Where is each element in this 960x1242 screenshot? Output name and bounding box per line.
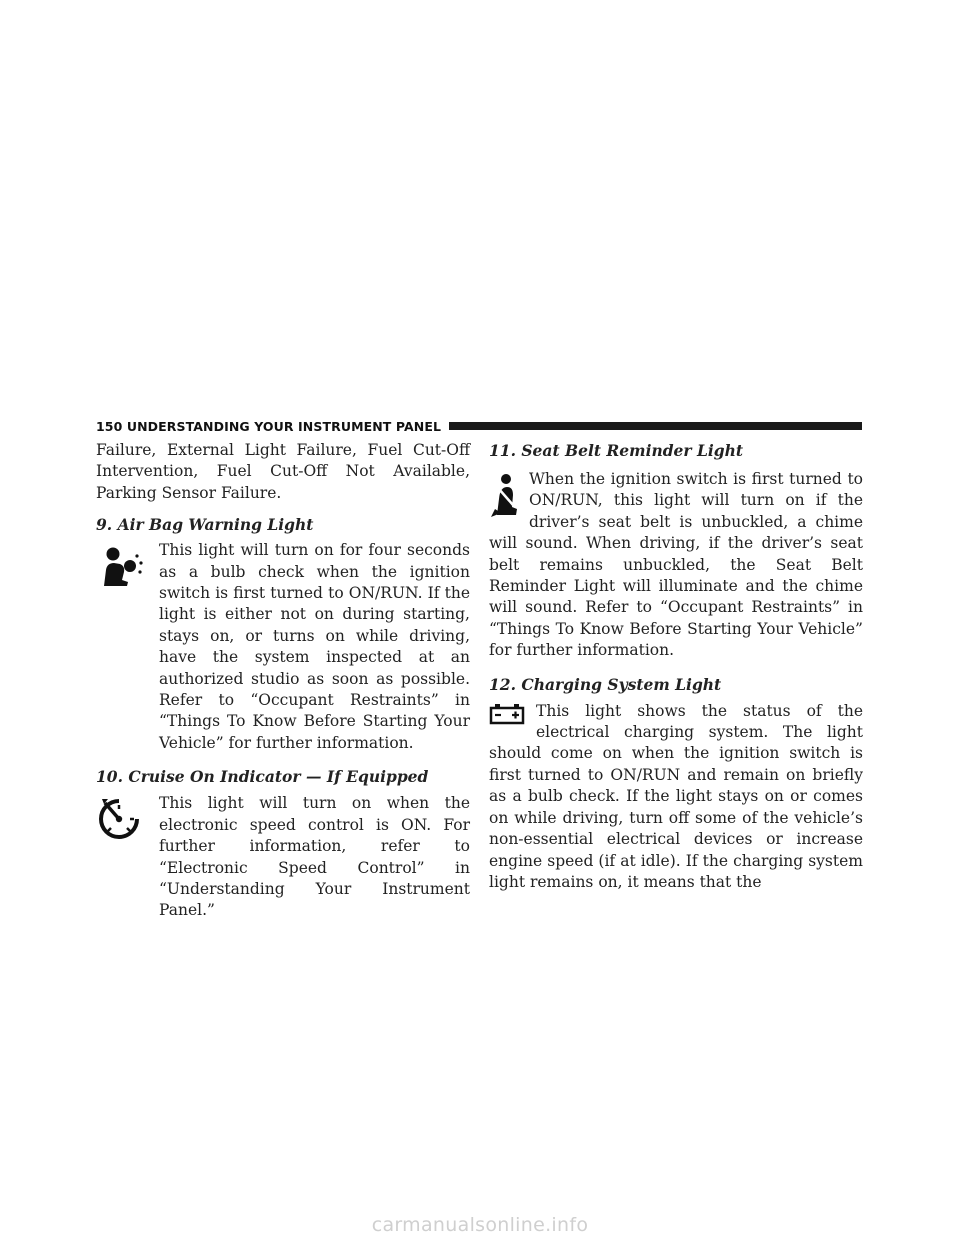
header-rule [449, 422, 862, 430]
cruise-heading: 10. Cruise On Indicator — If Equipped [96, 767, 429, 787]
seatbelt-text: When the ignition switch is first turned to ON/RUN, this light will turn on if the driver’s seat belt is unbuckled, a chime will sound. When driving, if the driver’s seat belt remains unbuckled, the Seat Belt Reminder Light will illuminate and the chime will sound. Refer to “Occupant Restraints” in “Things To Know Before Starting Your Vehicle” for further information. [489, 470, 863, 660]
airbag-icon [96, 546, 156, 596]
intro-paragraph: Failure, External Light Failure, Fuel Cut-Off Intervention, Fuel Cut-Off Not Available, Parking Sensor Failure. [96, 441, 470, 502]
airbag-text: This light will turn on for four seconds as a bulb check when the ignition switch is first turned to ON/RUN. If the light is either not on during starting, stays on, or turns on while driving, have the system inspected at an authorized studio as soon as possible. Refer to “Occupant Restraints” in “Things To Know Before Starting Your Vehicle” for further information. [159, 541, 470, 752]
right-column [489, 440, 863, 893]
page-header-title: 150 UNDERSTANDING YOUR INSTRUMENT PANEL [96, 418, 442, 434]
airbag-section [96, 514, 470, 754]
charging-heading: 12. Charging System Light [489, 674, 722, 694]
charging-text: This light shows the status of the electrical charging system. The light should come on when the ignition switch is first turned to ON/RUN and remain on briefly as a bulb check. If the light stays on or comes on while driving, turn off some of the vehicle’s non-essential electrical devices or increase engine speed (if at idle). If the charging system light remains on, it means that the [489, 701, 863, 891]
cruise-section [96, 766, 470, 921]
watermark: carmanualsonline.info [371, 1214, 589, 1236]
charging-section [489, 674, 863, 894]
seatbelt-heading: 11. Seat Belt Reminder Light [489, 441, 744, 460]
cruise-icon [96, 797, 156, 847]
page-header [96, 418, 862, 434]
seatbelt-icon [489, 469, 521, 531]
cruise-text: This light will turn on when the electronic speed control is ON. For further information, refer to “Electronic Speed Control” in “Understanding Your Instrument Panel.” [159, 794, 470, 920]
airbag-heading: 9. Air Bag Warning Light [96, 515, 314, 535]
battery-icon [489, 703, 527, 723]
left-column [96, 440, 470, 922]
seatbelt-section [489, 440, 863, 662]
